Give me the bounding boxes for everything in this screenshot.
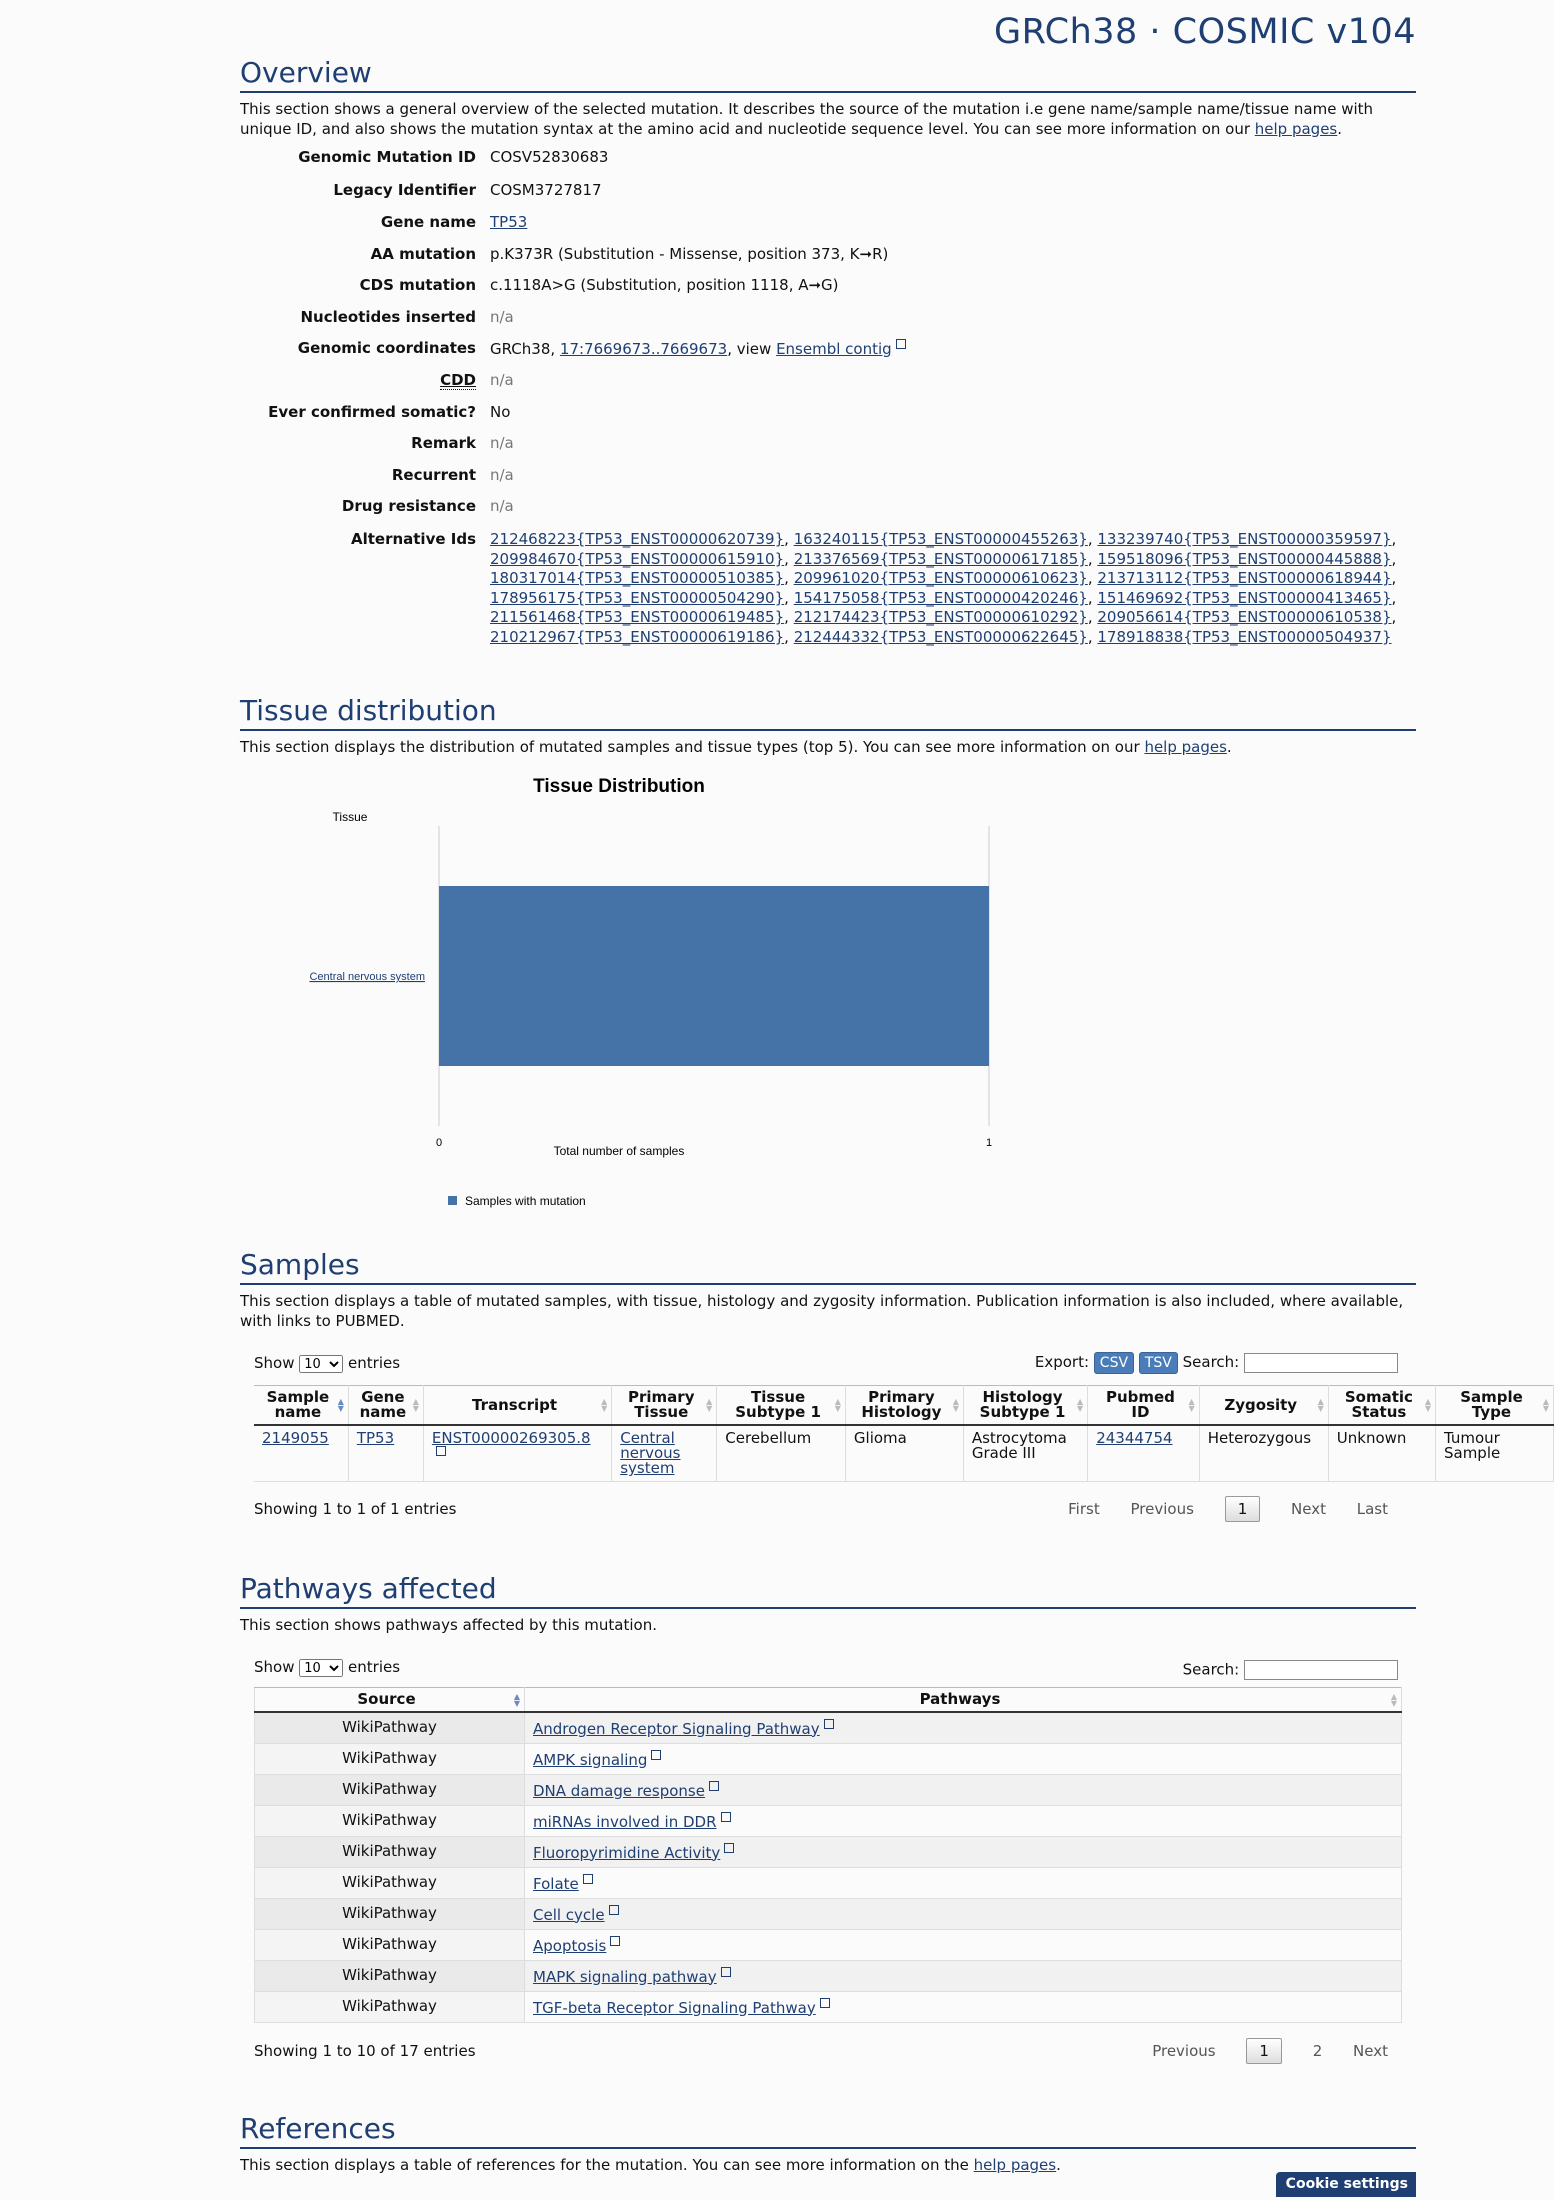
field-value: No <box>490 403 511 421</box>
pathway-cell <box>525 1898 1402 1929</box>
sort-icon: ▲ ▼ <box>1542 1397 1549 1413</box>
field-label: Gene name <box>380 213 476 231</box>
column-label: Transcript <box>472 1395 558 1414</box>
coord-prefix: GRCh38, <box>490 340 560 358</box>
tissue-intro-text: This section displays the distribution of mutated samples and tissue types (top 5). You can see more information on our <box>240 738 1145 756</box>
sort-icon: ▲ ▼ <box>1424 1397 1431 1413</box>
samples-pagination <box>1042 1496 1388 1522</box>
samples-table <box>254 1385 1554 1482</box>
column-label: Primary Tissue <box>628 1388 695 1421</box>
pager-previous[interactable]: Previous <box>1152 2042 1216 2060</box>
ensembl-contig-link[interactable]: Ensembl contig <box>776 340 906 358</box>
table-row <box>255 1867 1402 1898</box>
chart-title: Tissue Distribution <box>533 776 705 797</box>
tissue-help-link[interactable]: help pages <box>1144 738 1227 756</box>
samples-section <box>240 1248 1416 1331</box>
sort-icon: ▲ ▼ <box>952 1397 959 1413</box>
alternative-id-link[interactable]: 163240115{TP53_ENST00000455263} <box>793 530 1088 548</box>
overview-heading: Overview <box>240 56 1416 93</box>
pager-first[interactable]: First <box>1068 1500 1100 1518</box>
tissue-heading: Tissue distribution <box>240 694 1416 731</box>
field-value: COSV52830683 <box>490 148 609 166</box>
pathway-link[interactable]: Apoptosis <box>533 1937 620 1955</box>
sort-icon: ▲ ▼ <box>706 1397 713 1413</box>
alternative-id-link[interactable]: 212444332{TP53_ENST00000622645} <box>793 627 1088 646</box>
alternative-id-link[interactable]: 178918838{TP53_ENST00000504937} <box>1097 627 1392 646</box>
samples-header-row <box>254 1386 1554 1426</box>
alternative-id-link[interactable]: 212468223{TP53_ENST00000620739} <box>490 530 785 548</box>
legend-swatch <box>448 1196 457 1205</box>
field-value: n/a <box>490 371 514 389</box>
pathways-search-input[interactable] <box>1244 1660 1398 1680</box>
field-label: Legacy Identifier <box>333 181 476 199</box>
cell-text: WikiPathway <box>342 1997 437 2015</box>
table-row <box>255 1743 1402 1774</box>
export-tsv-button[interactable]: TSV <box>1139 1352 1178 1374</box>
samples-column-header[interactable] <box>612 1386 717 1426</box>
column-label: Source <box>357 1690 416 1708</box>
table-cell <box>254 1425 348 1482</box>
samples-column-header[interactable] <box>1088 1386 1200 1426</box>
source-cell <box>255 1991 525 2022</box>
chart-xlabel: Total number of samples <box>553 1144 685 1158</box>
sort-icon: ▲ ▼ <box>1077 1397 1084 1413</box>
sort-asc-icon: ▲ ▼ <box>337 1397 344 1413</box>
cell-text: Astrocytoma Grade III <box>971 1429 1067 1462</box>
pathways-search <box>1183 1660 1398 1680</box>
column-label: Sample name <box>266 1388 330 1421</box>
samples-table-viewport <box>254 1385 1549 1482</box>
sort-icon: ▲ ▼ <box>1390 1691 1397 1708</box>
pager-page-1[interactable]: 1 <box>1225 1496 1261 1522</box>
source-cell <box>255 1712 525 1743</box>
table-cell <box>1328 1425 1435 1482</box>
alternative-id-link[interactable]: 211561468{TP53_ENST00000619485} <box>490 608 785 626</box>
source-cell <box>255 1743 525 1774</box>
pager-page-2[interactable]: 2 <box>1312 2042 1323 2060</box>
cell-text: Tumour Sample <box>1443 1429 1501 1462</box>
sort-icon: ▲ ▼ <box>834 1397 841 1413</box>
samples-column-header[interactable] <box>348 1386 423 1426</box>
samples-search-input[interactable] <box>1244 1353 1398 1373</box>
pathways-table-viewport <box>254 1687 1402 2023</box>
gene-name-link[interactable]: TP53 <box>490 213 528 231</box>
pathways-table-wrapper <box>240 1656 1416 2076</box>
gene-link[interactable]: TP53 <box>356 1429 395 1447</box>
field-value: p.K373R (Substitution - Missense, position 373, K➞R) <box>490 245 889 263</box>
export-label: Export: <box>1034 1353 1090 1371</box>
pager-next[interactable]: Next <box>1291 1500 1326 1518</box>
column-label: Histology Subtype 1 <box>979 1388 1066 1421</box>
table-cell <box>1199 1425 1328 1482</box>
samples-length-control <box>254 1354 400 1373</box>
field-value: n/a <box>490 497 514 515</box>
coord-mid: , view <box>727 340 777 358</box>
table-row <box>255 1774 1402 1805</box>
cell-text: WikiPathway <box>342 1966 437 1984</box>
sort-icon: ▲ ▼ <box>601 1397 608 1413</box>
samples-info: Showing 1 to 1 of 1 entries <box>254 1500 457 1518</box>
sort-icon: ▲ ▼ <box>1317 1397 1324 1413</box>
pathways-length-control <box>254 1658 400 1677</box>
field-label: AA mutation <box>370 245 476 263</box>
pathway-link[interactable]: Fluoropyrimidine Activity <box>533 1844 734 1862</box>
cell-text: Unknown <box>1336 1429 1407 1447</box>
pathway-cell <box>525 1867 1402 1898</box>
alternative-id-link[interactable]: 178956175{TP53_ENST00000504290} <box>490 588 785 607</box>
samples-column-header[interactable] <box>423 1386 611 1426</box>
entries-label: entries <box>348 1658 401 1676</box>
alternative-id-link[interactable]: 209056614{TP53_ENST00000610538} <box>1097 608 1392 626</box>
pathway-link[interactable]: AMPK signaling <box>533 1751 661 1769</box>
pathways-info: Showing 1 to 10 of 17 entries <box>254 2042 476 2060</box>
search-label: Search: <box>1182 1353 1240 1371</box>
cell-text: WikiPathway <box>342 1873 437 1891</box>
samples-column-header[interactable] <box>254 1386 348 1426</box>
references-heading: References <box>240 2112 1416 2149</box>
alternative-id-link[interactable]: 213713112{TP53_ENST00000618944} <box>1097 569 1392 587</box>
alternative-id-link[interactable]: 213376569{TP53_ENST00000617185} <box>793 549 1088 568</box>
overview-intro-text: This section shows a general overview of the selected mutation. It describes the source of the mutation i.e gene name/sample name/tissue name with unique ID, and also shows the mutation syntax at the amino acid and nucleotide sequence level. You can see more information on our <box>240 100 1374 138</box>
samples-heading: Samples <box>240 1248 1416 1285</box>
tissue-distribution-chart <box>240 760 1416 1220</box>
cell-text: WikiPathway <box>342 1811 437 1829</box>
cell-text: WikiPathway <box>342 1935 437 1953</box>
entries-label: entries <box>348 1354 401 1372</box>
samples-column-header[interactable] <box>1199 1386 1328 1426</box>
pathways-column-header[interactable] <box>525 1688 1402 1713</box>
pager-last[interactable]: Last <box>1356 1500 1388 1518</box>
table-row <box>255 1929 1402 1960</box>
pathway-cell <box>525 1991 1402 2022</box>
tissue-chart <box>240 760 1416 1220</box>
coordinates-link[interactable]: 17:7669673..7669673 <box>559 340 728 358</box>
show-label: Show <box>254 1354 295 1372</box>
table-row <box>255 1712 1402 1743</box>
samples-export-search <box>1035 1352 1398 1374</box>
samples-table-wrapper <box>240 1352 1549 1532</box>
samples-column-header[interactable] <box>963 1386 1087 1426</box>
column-label: Sample Type <box>1460 1388 1523 1421</box>
pathway-cell <box>525 1774 1402 1805</box>
table-cell <box>1088 1425 1200 1482</box>
alternative-id-link[interactable]: 133239740{TP53_ENST00000359597} <box>1097 530 1392 548</box>
alternative-id-link[interactable]: 209961020{TP53_ENST00000610623} <box>793 569 1088 587</box>
pathway-link[interactable]: TGF-beta Receptor Signaling Pathway <box>533 1999 830 2017</box>
field-label: Alternative Ids <box>350 530 476 548</box>
pathways-heading: Pathways affected <box>240 1572 1416 1609</box>
pathway-link[interactable]: miRNAs involved in DDR <box>533 1813 731 1831</box>
column-label: Somatic Status <box>1344 1388 1413 1421</box>
field-label: Nucleotides inserted <box>300 308 476 326</box>
tissue-intro: This section displays the distribution of mutated samples and tissue types (top 5). You can see more information on our help pages. <box>240 738 1232 756</box>
pathway-link[interactable]: Androgen Receptor Signaling Pathway <box>533 1720 834 1738</box>
cell-text: Cerebellum <box>725 1429 812 1447</box>
column-label: Gene name <box>359 1388 407 1421</box>
table-cell <box>717 1425 846 1482</box>
alternative-id-link[interactable]: 212174423{TP53_ENST00000610292} <box>793 608 1088 626</box>
site-title: GRCh38 · COSMIC v104 <box>993 12 1416 52</box>
pathways-pagination <box>1126 2038 1388 2064</box>
table-row <box>255 1898 1402 1929</box>
alternative-id-link[interactable]: 180317014{TP53_ENST00000510385} <box>490 569 785 587</box>
source-cell <box>255 1836 525 1867</box>
field-value <box>490 339 906 358</box>
table-row <box>255 1805 1402 1836</box>
pathway-link[interactable]: Folate <box>533 1875 593 1893</box>
samples-intro: This section displays a table of mutated samples, with tissue, histology and zygosity information. Publication information is also included, where available, with links to PUBMED. <box>240 1292 1404 1330</box>
cell-text: Glioma <box>853 1429 907 1447</box>
sort-icon: ▲ ▼ <box>412 1397 419 1413</box>
overview-section <box>240 56 1416 139</box>
field-label: CDS mutation <box>359 276 476 294</box>
pathways-page-length-select[interactable] <box>299 1659 343 1677</box>
pathway-cell <box>525 1836 1402 1867</box>
overview-intro: This section shows a general overview of the selected mutation. It describes the source of the mutation i.e gene name/sample name/tissue name with unique ID, and also shows the mutation syntax at the amino acid and nucleotide sequence level. You can see more information on our help pages. <box>240 100 1374 138</box>
pathways-intro: This section shows pathways affected by this mutation. <box>240 1616 657 1634</box>
tissue-section <box>240 694 1416 757</box>
field-label: Genomic coordinates <box>297 339 476 357</box>
field-value: n/a <box>490 466 514 484</box>
table-cell <box>612 1425 717 1482</box>
cell-text: Heterozygous <box>1207 1429 1312 1447</box>
pathway-cell <box>525 1929 1402 1960</box>
cell-text: WikiPathway <box>342 1780 437 1798</box>
samples-column-header[interactable] <box>1328 1386 1435 1426</box>
field-label: Genomic Mutation ID <box>298 148 476 166</box>
cookie-settings-button[interactable]: Cookie settings <box>1276 2172 1416 2197</box>
pager-previous[interactable]: Previous <box>1130 1500 1194 1518</box>
pathways-column-header[interactable] <box>255 1688 525 1713</box>
column-label: Primary Histology <box>861 1388 942 1421</box>
cell-text: WikiPathway <box>342 1842 437 1860</box>
alternative-id-link[interactable]: 154175058{TP53_ENST00000420246} <box>793 588 1088 607</box>
overview-help-link[interactable]: help pages <box>1254 120 1338 138</box>
pathways-header-row <box>255 1688 1402 1713</box>
source-cell <box>255 1774 525 1805</box>
pubmed-link[interactable]: 24344754 <box>1096 1429 1173 1447</box>
source-cell <box>255 1960 525 1991</box>
pathway-cell <box>525 1743 1402 1774</box>
column-label: Pubmed ID <box>1105 1388 1175 1421</box>
field-value: n/a <box>490 308 514 326</box>
field-label: Ever confirmed somatic? <box>268 403 476 421</box>
field-label: Drug resistance <box>341 497 476 515</box>
column-label: Tissue Subtype 1 <box>735 1388 821 1421</box>
table-row <box>255 1991 1402 2022</box>
table-row <box>254 1425 1554 1482</box>
show-label: Show <box>254 1658 295 1676</box>
pathway-link[interactable]: Cell cycle <box>533 1906 619 1924</box>
pathways-section <box>240 1572 1416 1635</box>
pathways-body <box>255 1712 1402 2022</box>
chart-ylabel: Tissue <box>332 810 368 824</box>
field-label: CDD <box>440 371 476 389</box>
table-cell <box>348 1425 423 1482</box>
field-value: n/a <box>490 434 514 452</box>
transcript-link[interactable]: ENST00000269305.8 <box>432 1429 591 1465</box>
references-help-link[interactable]: help pages <box>973 2156 1057 2174</box>
legend-label: Samples with mutation <box>465 1194 586 1208</box>
cell-text: WikiPathway <box>342 1718 437 1737</box>
search-label: Search: <box>1182 1660 1240 1679</box>
column-label: Zygosity <box>1224 1395 1298 1414</box>
table-cell <box>1435 1425 1553 1482</box>
source-cell <box>255 1867 525 1898</box>
field-value: c.1118A>G (Substitution, position 1118, A➞G) <box>490 276 839 294</box>
samples-column-header[interactable] <box>845 1386 963 1426</box>
samples-column-header[interactable] <box>717 1386 846 1426</box>
table-cell <box>963 1425 1087 1482</box>
references-intro: This section displays a table of references for the mutation. You can see more information on the help pages. <box>240 2156 1061 2174</box>
table-cell <box>845 1425 963 1482</box>
table-row <box>255 1836 1402 1867</box>
pathways-table <box>254 1687 1402 2023</box>
x-tick-label: 0 <box>435 1137 443 1149</box>
pager-page-1[interactable]: 1 <box>1246 2038 1282 2064</box>
cell-text: WikiPathway <box>342 1749 437 1767</box>
tissue-link[interactable]: Central nervous system <box>620 1429 681 1477</box>
table-row <box>255 1960 1402 1991</box>
references-section <box>240 2112 1416 2175</box>
pathway-cell <box>525 1805 1402 1836</box>
category-label-link[interactable]: Central nervous system <box>309 971 425 983</box>
alternative-id-link[interactable]: 151469692{TP53_ENST00000413465} <box>1097 588 1392 607</box>
overview-fields <box>240 148 1416 648</box>
source-cell <box>255 1929 525 1960</box>
alternative-ids-list: 212468223{TP53_ENST00000620739}, 163240115{TP53_ENST00000455263}, 133239740{TP53_ENST00000359597}, 209984670{TP53_ENST00000615910}, 213376569{TP53_ENST00000617185}, 159518096{TP53_ENST00000445888}, 180317014{TP53_ENST00000510385}, 209961020{TP53_ENST00000610623}, 213713112{TP53_ENST00000618944}, 178956175{TP53_ENST00000504290}, 154175058{TP53_ENST00000420246}, 151469692{TP53_ENST00000413465}, 211561468{TP53_ENST00000619485}, 212174423{TP53_ENST00000610292}, 209056614{TP53_ENST00000610538}, 210212967{TP53_ENST00000619186}, 212444332{TP53_ENST00000622645}, 178918838{TP53_ENST00000504937} <box>490 530 1397 646</box>
cell-text: WikiPathway <box>342 1904 437 1922</box>
source-cell <box>255 1805 525 1836</box>
alternative-id-link[interactable]: 209984670{TP53_ENST00000615910} <box>490 549 785 568</box>
export-csv-button[interactable]: CSV <box>1094 1352 1134 1374</box>
x-tick-label: 1 <box>985 1137 993 1149</box>
bar <box>439 886 989 1066</box>
column-label: Pathways <box>919 1690 1001 1708</box>
pathway-cell <box>525 1712 1402 1743</box>
field-value: COSM3727817 <box>490 181 602 199</box>
table-cell <box>423 1425 611 1482</box>
pathway-link[interactable]: DNA damage response <box>533 1782 719 1800</box>
alternative-id-link[interactable]: 210212967{TP53_ENST00000619186} <box>490 627 785 646</box>
references-intro-text: This section displays a table of references for the mutation. You can see more information on the <box>240 2156 974 2174</box>
source-cell <box>255 1898 525 1929</box>
samples-body <box>254 1425 1554 1482</box>
sort-asc-icon: ▲ ▼ <box>513 1691 520 1708</box>
pathway-link[interactable]: MAPK signaling pathway <box>533 1968 731 1986</box>
samples-page-length-select[interactable] <box>299 1355 343 1373</box>
sort-icon: ▲ ▼ <box>1188 1397 1195 1413</box>
pathway-cell <box>525 1960 1402 1991</box>
sample-link[interactable]: 2149055 <box>262 1429 329 1447</box>
samples-column-header[interactable] <box>1435 1386 1553 1426</box>
pager-next[interactable]: Next <box>1353 2042 1388 2060</box>
field-label: Recurrent <box>391 466 476 484</box>
alternative-id-link[interactable]: 159518096{TP53_ENST00000445888} <box>1097 549 1392 568</box>
field-label: Remark <box>411 434 476 452</box>
